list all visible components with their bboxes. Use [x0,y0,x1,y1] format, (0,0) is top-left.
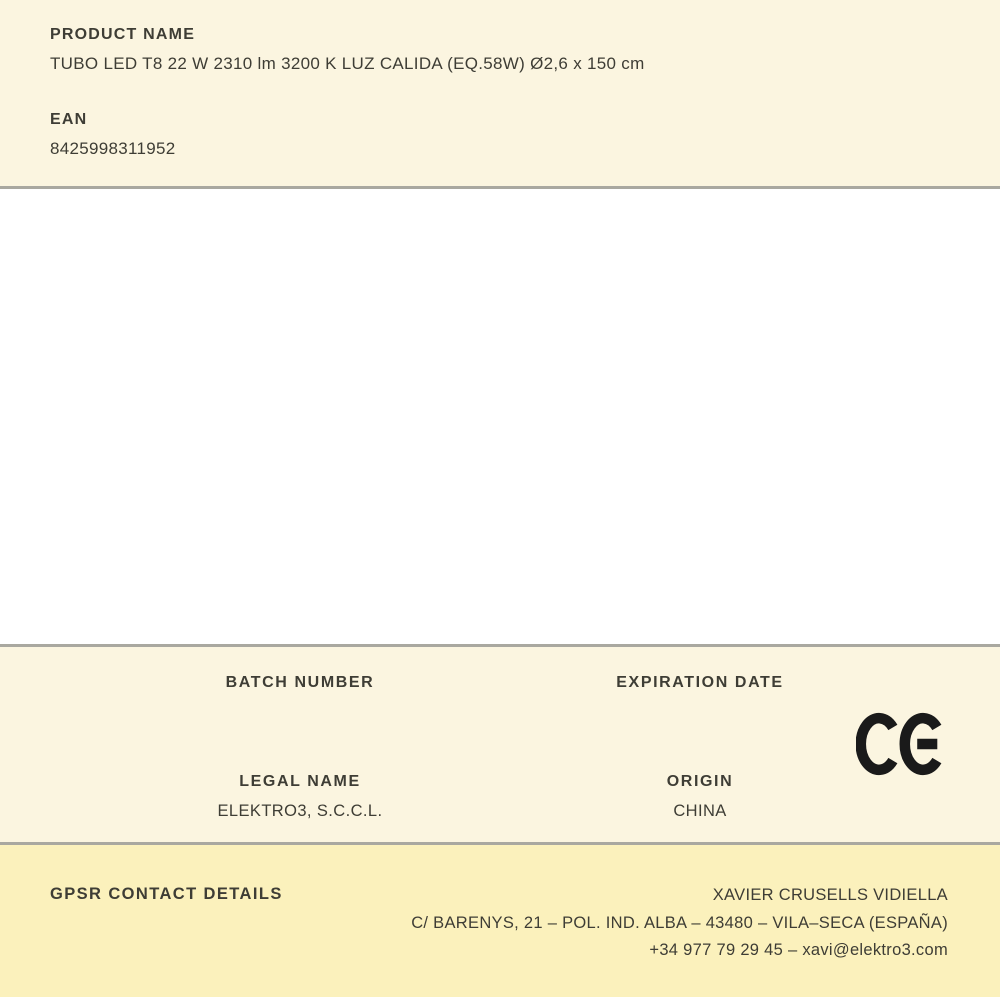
batch-column [100,673,500,702]
product-section [0,0,1000,186]
contact-phone-email: +34 977 79 29 45 – xavi@elektro3.com [649,941,948,959]
legal-name-column [100,772,500,822]
legal-name-value: ELEKTRO3, S.C.C.L. [217,802,383,820]
info-section [0,647,1000,842]
gpsr-contact-label: GPSR CONTACT DETAILS [50,885,283,903]
expiration-date-label: EXPIRATION DATE [616,674,784,691]
info-row-batch-expiration [100,673,900,702]
batch-number-label: BATCH NUMBER [225,674,375,691]
origin-value: CHINA [673,802,727,820]
origin-label: ORIGIN [666,773,734,790]
ce-mark-icon [856,711,944,777]
contact-address: C/ BARENYS, 21 – POL. IND. ALBA – 43480 – VILA–SECA (ESPAÑA) [411,913,948,932]
product-name-label: PRODUCT NAME [50,26,196,43]
empty-middle-area [0,189,1000,644]
origin-column [500,772,900,822]
ean-value: 8425998311952 [50,139,176,158]
gpsr-contact-lines [283,882,948,965]
info-row-legal-origin [100,772,900,822]
product-name-value: TUBO LED T8 22 W 2310 lm 3200 K LUZ CALIDA (EQ.58W) Ø2,6 x 150 cm [50,54,645,73]
gpsr-contact-section [0,845,1000,997]
legal-name-label: LEGAL NAME [239,773,361,790]
expiration-column [500,673,900,702]
contact-person-name: XAVIER CRUSELLS VIDIELLA [712,886,948,904]
ean-label: EAN [50,111,88,128]
